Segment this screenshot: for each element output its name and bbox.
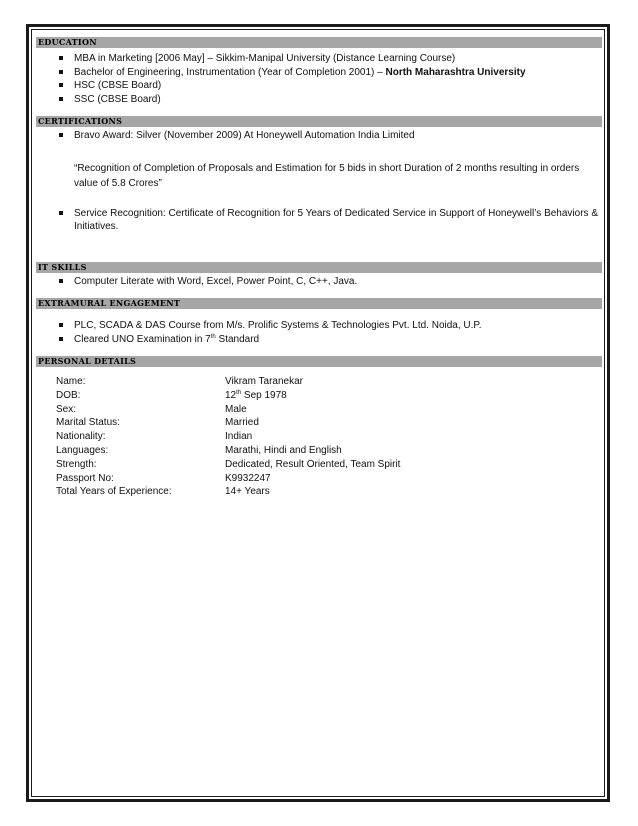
extramural-uno-exam: Cleared UNO Examination in 7 [74, 333, 211, 345]
extramural-list [36, 319, 602, 346]
education-header: EDUCATION [36, 37, 602, 48]
table-row [56, 403, 400, 417]
nationality-value: Indian [225, 431, 253, 443]
it-skills-list [36, 275, 602, 289]
personal-details-header: PERSONAL DETAILS [36, 356, 602, 367]
list-item [36, 66, 602, 80]
strength-label: Strength: [56, 458, 97, 470]
list-item [36, 79, 602, 93]
bullet-icon [59, 337, 63, 341]
list-item [36, 333, 602, 347]
dob-value [225, 389, 400, 403]
bullet-icon [59, 133, 63, 137]
experience-value: 14+ Years [225, 486, 270, 498]
extramural-plc-course: PLC, SCADA & DAS Course from M/s. Prolific Systems & Technologies Pvt. Ltd. Noida, U.P. [74, 320, 482, 331]
extramural-uno-exam-suffix: Standard [215, 333, 260, 345]
it-skills-item: Computer Literate with Word, Excel, Power Point, C, C++, Java. [74, 275, 358, 287]
bullet-icon [59, 97, 63, 101]
table-row [56, 472, 400, 486]
table-row [56, 444, 400, 458]
experience-label: Total Years of Experience: [56, 486, 172, 498]
bullet-icon [59, 211, 63, 215]
certifications-list [36, 129, 602, 143]
table-row [56, 485, 400, 499]
sex-value: Male [225, 403, 247, 415]
dob-label: DOB: [56, 389, 81, 401]
bullet-icon [59, 279, 63, 283]
education-item-hsc: HSC (CBSE Board) [74, 80, 162, 91]
certification-bravo-award: Bravo Award: Silver (November 2009) At Honeywell Automation India Limited [74, 130, 415, 141]
sex-label: Sex: [56, 403, 77, 415]
education-item-ssc: SSC (CBSE Board) [74, 93, 161, 105]
bullet-icon [59, 56, 63, 60]
passport-label: Passport No: [56, 472, 114, 484]
it-skills-header: IT SKILLS [36, 262, 602, 273]
table-row [56, 430, 400, 444]
bullet-icon [59, 70, 63, 74]
list-item [36, 93, 602, 107]
table-row [56, 458, 400, 472]
ordinal-suffix: th [236, 389, 242, 396]
name-label: Name: [56, 376, 86, 387]
marital-status-value: Married [225, 417, 259, 429]
award-quote: “Recognition of Completion of Proposals and Estimation for 5 bids in short Duration of 2 months resulting in orders value of 5.8 Crores” [74, 162, 580, 189]
table-row [56, 375, 400, 389]
bullet-icon [59, 83, 63, 87]
passport-value: K9932247 [225, 472, 271, 484]
dob-month-year: Sep 1978 [241, 389, 287, 401]
certification-service-recognition: Service Recognition: Certificate of Recognition for 5 Years of Dedicated Service in Support of Honeywell’s Behaviors & Initiatives. [74, 207, 598, 232]
table-row [56, 416, 400, 430]
languages-label: Languages: [56, 444, 109, 456]
certifications-list-2 [36, 207, 602, 234]
university-name: North Maharashtra University [385, 66, 526, 78]
education-item-be: Bachelor of Engineering, Instrumentation (Year of Completion 2001) – [74, 66, 386, 78]
table-row [56, 389, 400, 403]
extramural-header: EXTRAMURAL ENGAGEMENT [36, 298, 602, 309]
bullet-icon [59, 323, 63, 327]
education-item-mba: MBA in Marketing [2006 May] – Sikkim-Manipal University (Distance Learning Course) [74, 53, 456, 64]
strength-value: Dedicated, Result Oriented, Team Spirit [225, 458, 401, 470]
nationality-label: Nationality: [56, 431, 106, 443]
list-item [36, 319, 602, 333]
list-item [36, 275, 602, 289]
education-list [36, 52, 602, 106]
name-value: Vikram Taranekar [225, 376, 303, 387]
certifications-header: CERTIFICATIONS [36, 116, 602, 127]
list-item [36, 207, 602, 234]
dob-day: 12 [225, 389, 237, 401]
list-item [36, 129, 602, 143]
personal-details-table [56, 375, 400, 499]
languages-value: Marathi, Hindi and English [225, 444, 342, 456]
list-item [36, 52, 602, 66]
ordinal-suffix: th [210, 333, 216, 340]
marital-status-label: Marital Status: [56, 417, 120, 429]
resume-content [36, 37, 602, 499]
